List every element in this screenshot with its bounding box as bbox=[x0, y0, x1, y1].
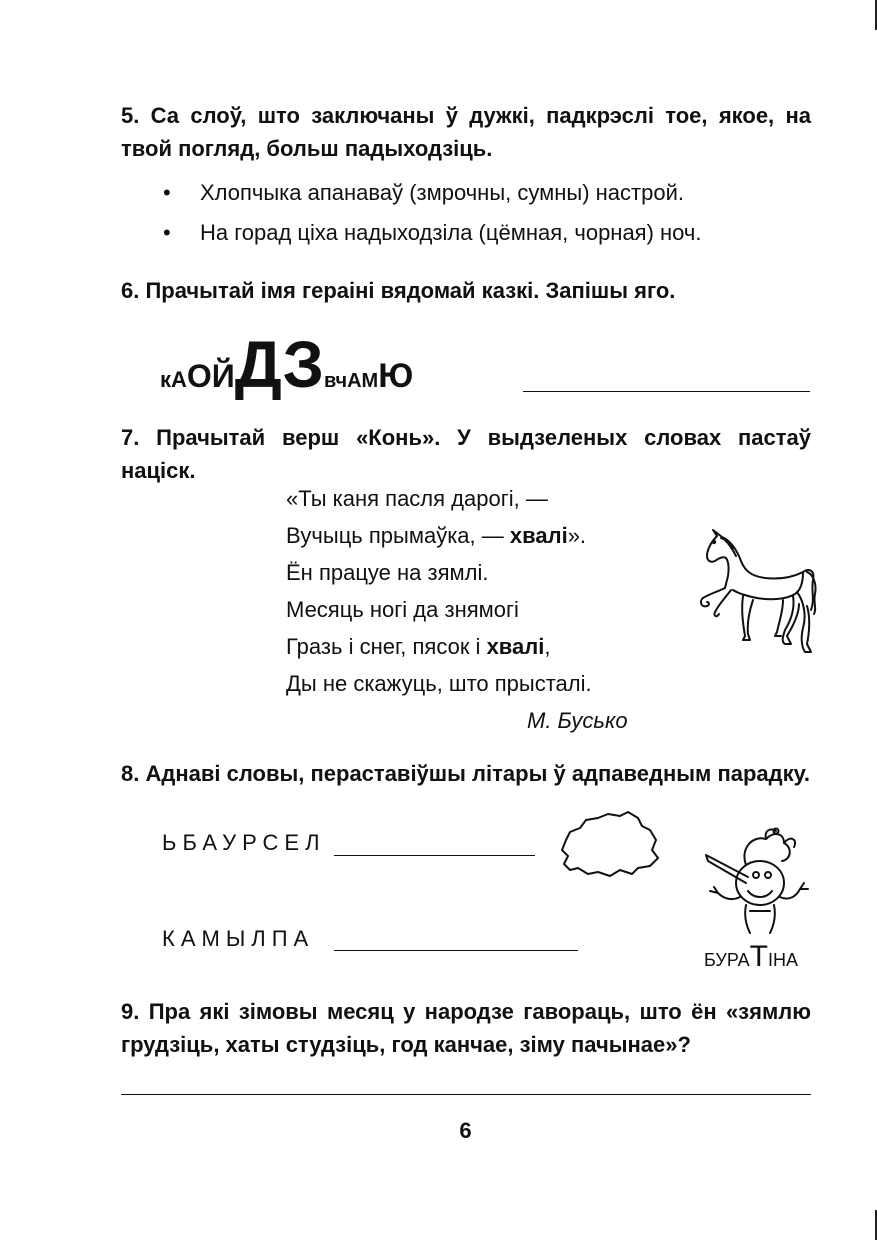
buratino-illustration bbox=[700, 825, 812, 940]
question-5-options bbox=[160, 178, 702, 258]
question-5-title: 5. Са слоў, што заключаны ў дужкі, падкрэслі тое, якое, на твой погляд, больш падыходзіць. bbox=[121, 103, 811, 161]
scrambled-word-2: КАМЫЛПА bbox=[162, 926, 315, 951]
scrambled-word-1: ЬБАУРСЕЛ bbox=[162, 830, 326, 855]
poem-line: Ён працуе на зямлі. bbox=[286, 560, 489, 585]
horse-illustration bbox=[695, 528, 840, 658]
poem-line: Месяць ногі да знямогі bbox=[286, 597, 519, 622]
highlighted-word: хвалі bbox=[509, 523, 568, 548]
poem-line: Вучыць прымаўка, — хвалі». bbox=[286, 523, 587, 548]
poem-author: М. Бусько bbox=[527, 708, 628, 733]
puzzle-part: кА bbox=[160, 367, 187, 392]
puzzle-part: Ю bbox=[378, 357, 414, 395]
puzzle-part: ДЗ bbox=[234, 327, 324, 401]
puzzle-part: ОЙ bbox=[186, 358, 235, 394]
answer-line-q6[interactable] bbox=[523, 391, 810, 392]
belarus-map-illustration bbox=[552, 810, 664, 882]
puzzle-part: вчАМ bbox=[323, 370, 379, 392]
page-number: 6 bbox=[459, 1118, 472, 1143]
poem-line: Гразь і снег, пясок і хвалі, bbox=[286, 634, 551, 659]
question-6-title: 6. Прачытай імя гераіні вядомай казкі. Запішы яго. bbox=[121, 278, 676, 303]
poem-line: Ды не скажуць, што прысталі. bbox=[286, 671, 592, 696]
highlighted-word: хвалі bbox=[486, 634, 545, 659]
answer-line-word-2[interactable] bbox=[334, 950, 578, 951]
bullet-item: • Хлопчыка апанаваў (змрочны, сумны) настрой. bbox=[160, 178, 702, 218]
buratino-caption: БУРАТІНА bbox=[704, 940, 798, 973]
bullet-item: • На горад ціха надыходзіла (цёмная, чорная) ноч. bbox=[160, 218, 702, 258]
question-8-title: 8. Аднаві словы, пераставіўшы літары ў адпаведным парадку. bbox=[121, 761, 811, 786]
question-7-title: 7. Прачытай верш «Конь». У выдзеленых словах пастаў націск. bbox=[121, 425, 811, 483]
letter-puzzle bbox=[160, 326, 414, 401]
poem bbox=[286, 484, 592, 706]
poem-line: «Ты каня пасля дарогі, — bbox=[286, 486, 548, 511]
question-9-title: 9. Пра які зімовы месяц у народзе гавораць, што ён «зямлю грудзіць, хаты студзіць, год канчае, зіму пачынае»? bbox=[121, 999, 811, 1057]
answer-line-word-1[interactable] bbox=[334, 855, 535, 856]
answer-line-q9[interactable] bbox=[121, 1094, 811, 1095]
